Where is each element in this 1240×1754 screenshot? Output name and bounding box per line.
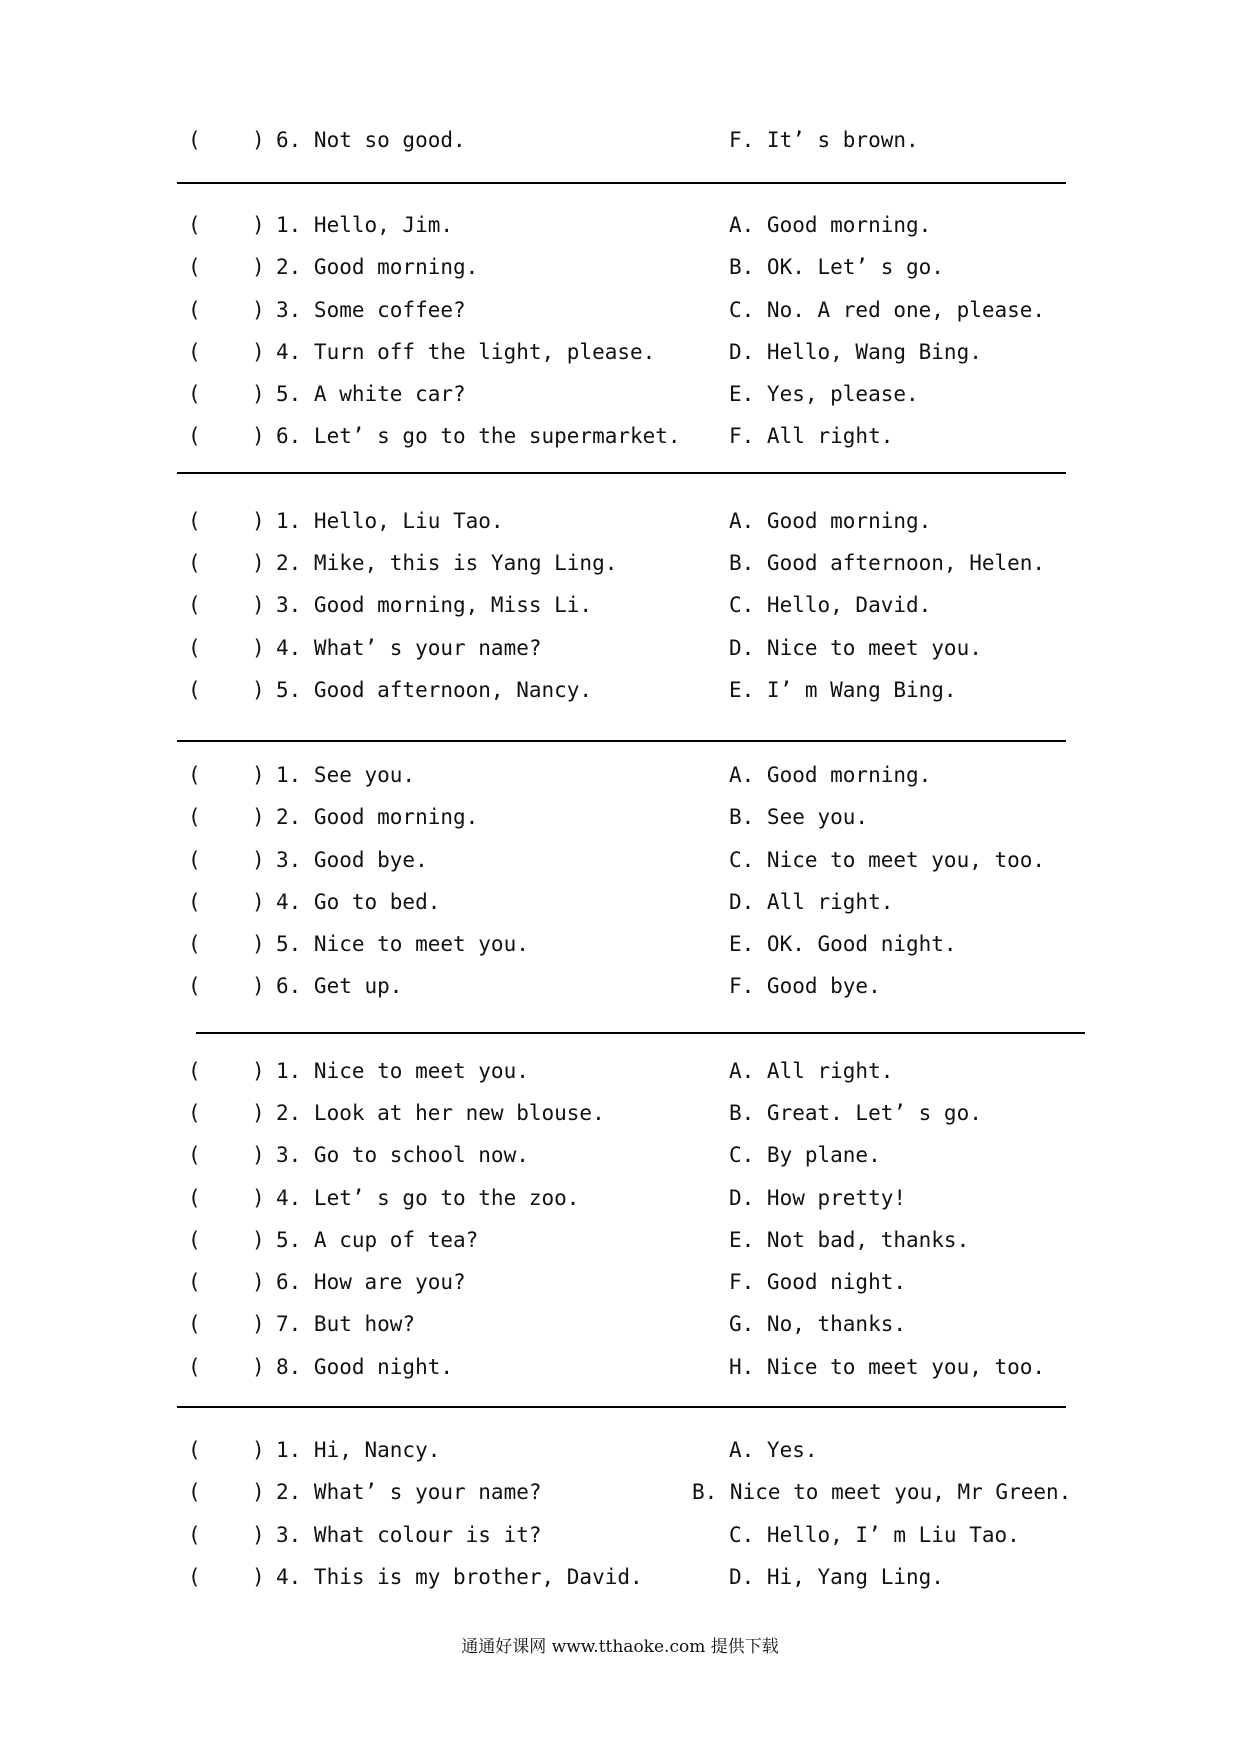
answer-blank-close: )	[252, 382, 265, 406]
answer-blank-close: )	[252, 1059, 265, 1083]
answer-option: B. Great. Let’ s go.	[729, 1101, 982, 1125]
question-text: 3. Go to school now.	[276, 1143, 529, 1167]
question-text: 2. Look at her new blouse.	[276, 1101, 605, 1125]
answer-blank-close: )	[252, 340, 265, 364]
question-row	[188, 1225, 1088, 1255]
question-row	[188, 1098, 1088, 1128]
question-text: 3. Good bye.	[276, 848, 428, 872]
answer-blank-close: )	[252, 1438, 265, 1462]
answer-blank-open: (	[188, 1565, 201, 1589]
answer-option: C. By plane.	[729, 1143, 881, 1167]
question-text: 8. Good night.	[276, 1355, 454, 1379]
answer-blank-close: )	[252, 1480, 265, 1504]
question-text: 6. Get up.	[276, 974, 403, 998]
answer-blank-open: (	[188, 1312, 201, 1336]
answer-blank-open: (	[188, 593, 201, 617]
question-text: 1. Nice to meet you.	[276, 1059, 529, 1083]
question-row	[188, 1309, 1088, 1339]
question-text: 1. See you.	[276, 763, 416, 787]
answer-blank-open: (	[188, 805, 201, 829]
answer-option: A. Good morning.	[729, 213, 932, 237]
answer-blank-open: (	[188, 1270, 201, 1294]
answer-blank-open: (	[188, 1059, 201, 1083]
answer-blank-open: (	[188, 1523, 201, 1547]
answer-option: C. No. A red one, please.	[729, 298, 1046, 322]
answer-option: A. Good morning.	[729, 509, 932, 533]
question-row	[188, 1352, 1088, 1382]
question-row	[188, 421, 1088, 451]
answer-blank-open: (	[188, 890, 201, 914]
question-row	[188, 1183, 1088, 1213]
answer-option: B. Nice to meet you, Mr Green.	[692, 1480, 1072, 1504]
answer-blank-close: )	[252, 1228, 265, 1252]
question-row	[188, 1140, 1088, 1170]
answer-option: A. All right.	[729, 1059, 894, 1083]
answer-blank-open: (	[188, 1186, 201, 1210]
section-divider	[177, 740, 1066, 742]
answer-option: E. OK. Good night.	[729, 932, 957, 956]
answer-blank-open: (	[188, 763, 201, 787]
answer-blank-open: (	[188, 1143, 201, 1167]
answer-option: D. Hi, Yang Ling.	[729, 1565, 944, 1589]
answer-blank-open: (	[188, 382, 201, 406]
question-row	[188, 379, 1088, 409]
question-row	[188, 590, 1088, 620]
question-row	[188, 887, 1088, 917]
question-row	[188, 802, 1088, 832]
question-row	[188, 548, 1088, 578]
answer-option: E. Not bad, thanks.	[729, 1228, 970, 1252]
question-text: 6. Not so good.	[276, 128, 466, 152]
answer-option: D. All right.	[729, 890, 894, 914]
question-row	[188, 1562, 1088, 1592]
answer-option: C. Nice to meet you, too.	[729, 848, 1046, 872]
answer-blank-close: )	[252, 932, 265, 956]
question-row	[188, 633, 1088, 663]
answer-option: B. See you.	[729, 805, 869, 829]
question-text: 2. Good morning.	[276, 805, 479, 829]
answer-blank-close: )	[252, 974, 265, 998]
answer-blank-close: )	[252, 298, 265, 322]
answer-blank-close: )	[252, 1270, 265, 1294]
question-text: 5. A cup of tea?	[276, 1228, 479, 1252]
question-text: 3. Good morning, Miss Li.	[276, 593, 593, 617]
answer-blank-close: )	[252, 128, 265, 152]
answer-blank-open: (	[188, 1228, 201, 1252]
question-text: 2. What’ s your name?	[276, 1480, 542, 1504]
answer-blank-open: (	[188, 551, 201, 575]
question-text: 3. What colour is it?	[276, 1523, 542, 1547]
question-text: 5. A white car?	[276, 382, 466, 406]
answer-option: H. Nice to meet you, too.	[729, 1355, 1046, 1379]
question-row	[188, 125, 1088, 155]
question-row	[188, 971, 1088, 1001]
question-text: 1. Hello, Jim.	[276, 213, 454, 237]
question-text: 3. Some coffee?	[276, 298, 466, 322]
answer-blank-close: )	[252, 1565, 265, 1589]
answer-option: D. How pretty!	[729, 1186, 907, 1210]
answer-blank-open: (	[188, 848, 201, 872]
answer-blank-open: (	[188, 678, 201, 702]
question-row	[188, 1435, 1088, 1465]
answer-option: B. OK. Let’ s go.	[729, 255, 944, 279]
answer-blank-close: )	[252, 763, 265, 787]
answer-blank-open: (	[188, 932, 201, 956]
answer-blank-open: (	[188, 1480, 201, 1504]
question-row	[188, 295, 1088, 325]
answer-blank-open: (	[188, 213, 201, 237]
section-divider	[177, 472, 1066, 474]
answer-blank-close: )	[252, 1312, 265, 1336]
answer-option: D. Nice to meet you.	[729, 636, 982, 660]
answer-option: E. I’ m Wang Bing.	[729, 678, 957, 702]
question-text: 4. Turn off the light, please.	[276, 340, 656, 364]
answer-blank-close: )	[252, 678, 265, 702]
answer-blank-close: )	[252, 551, 265, 575]
question-row	[188, 1477, 1088, 1507]
answer-blank-close: )	[252, 1143, 265, 1167]
answer-option: F. All right.	[729, 424, 894, 448]
answer-option: C. Hello, David.	[729, 593, 932, 617]
answer-blank-close: )	[252, 255, 265, 279]
question-text: 6. How are you?	[276, 1270, 466, 1294]
question-text: 5. Nice to meet you.	[276, 932, 529, 956]
answer-blank-close: )	[252, 424, 265, 448]
answer-option: E. Yes, please.	[729, 382, 919, 406]
question-row	[188, 210, 1088, 240]
question-row	[188, 675, 1088, 705]
question-row	[188, 929, 1088, 959]
answer-blank-close: )	[252, 593, 265, 617]
question-text: 6. Let’ s go to the supermarket.	[276, 424, 681, 448]
answer-blank-open: (	[188, 509, 201, 533]
answer-blank-close: )	[252, 848, 265, 872]
question-text: 4. What’ s your name?	[276, 636, 542, 660]
answer-option: F. Good night.	[729, 1270, 907, 1294]
answer-blank-close: )	[252, 805, 265, 829]
section-divider	[196, 1032, 1085, 1034]
question-row	[188, 337, 1088, 367]
question-row	[188, 1520, 1088, 1550]
answer-option: C. Hello, I’ m Liu Tao.	[729, 1523, 1020, 1547]
answer-blank-close: )	[252, 1101, 265, 1125]
answer-blank-open: (	[188, 974, 201, 998]
answer-blank-close: )	[252, 509, 265, 533]
answer-blank-open: (	[188, 128, 201, 152]
section-divider	[177, 182, 1066, 184]
page-footer: 通通好课网 www.tthaoke.com 提供下载	[461, 1637, 779, 1657]
answer-blank-close: )	[252, 636, 265, 660]
answer-blank-open: (	[188, 298, 201, 322]
question-text: 1. Hi, Nancy.	[276, 1438, 441, 1462]
question-row	[188, 252, 1088, 282]
question-row	[188, 1267, 1088, 1297]
question-row	[188, 845, 1088, 875]
answer-blank-open: (	[188, 1355, 201, 1379]
question-text: 2. Mike, this is Yang Ling.	[276, 551, 618, 575]
answer-blank-open: (	[188, 424, 201, 448]
answer-blank-close: )	[252, 1186, 265, 1210]
question-text: 1. Hello, Liu Tao.	[276, 509, 504, 533]
answer-option: A. Yes.	[729, 1438, 818, 1462]
question-text: 4. Let’ s go to the zoo.	[276, 1186, 580, 1210]
question-row	[188, 506, 1088, 536]
answer-blank-open: (	[188, 636, 201, 660]
question-row	[188, 1056, 1088, 1086]
answer-blank-open: (	[188, 340, 201, 364]
answer-option: G. No, thanks.	[729, 1312, 907, 1336]
section-divider	[177, 1406, 1066, 1408]
answer-blank-open: (	[188, 255, 201, 279]
answer-blank-close: )	[252, 890, 265, 914]
answer-option: A. Good morning.	[729, 763, 932, 787]
question-text: 2. Good morning.	[276, 255, 479, 279]
question-row	[188, 760, 1088, 790]
answer-option: D. Hello, Wang Bing.	[729, 340, 982, 364]
answer-blank-open: (	[188, 1101, 201, 1125]
answer-blank-close: )	[252, 1523, 265, 1547]
answer-blank-close: )	[252, 1355, 265, 1379]
answer-option: F. It’ s brown.	[729, 128, 919, 152]
answer-option: F. Good bye.	[729, 974, 881, 998]
question-text: 5. Good afternoon, Nancy.	[276, 678, 593, 702]
question-text: 4. This is my brother, David.	[276, 1565, 643, 1589]
question-text: 4. Go to bed.	[276, 890, 441, 914]
answer-blank-close: )	[252, 213, 265, 237]
answer-option: B. Good afternoon, Helen.	[729, 551, 1046, 575]
question-text: 7. But how?	[276, 1312, 416, 1336]
answer-blank-open: (	[188, 1438, 201, 1462]
